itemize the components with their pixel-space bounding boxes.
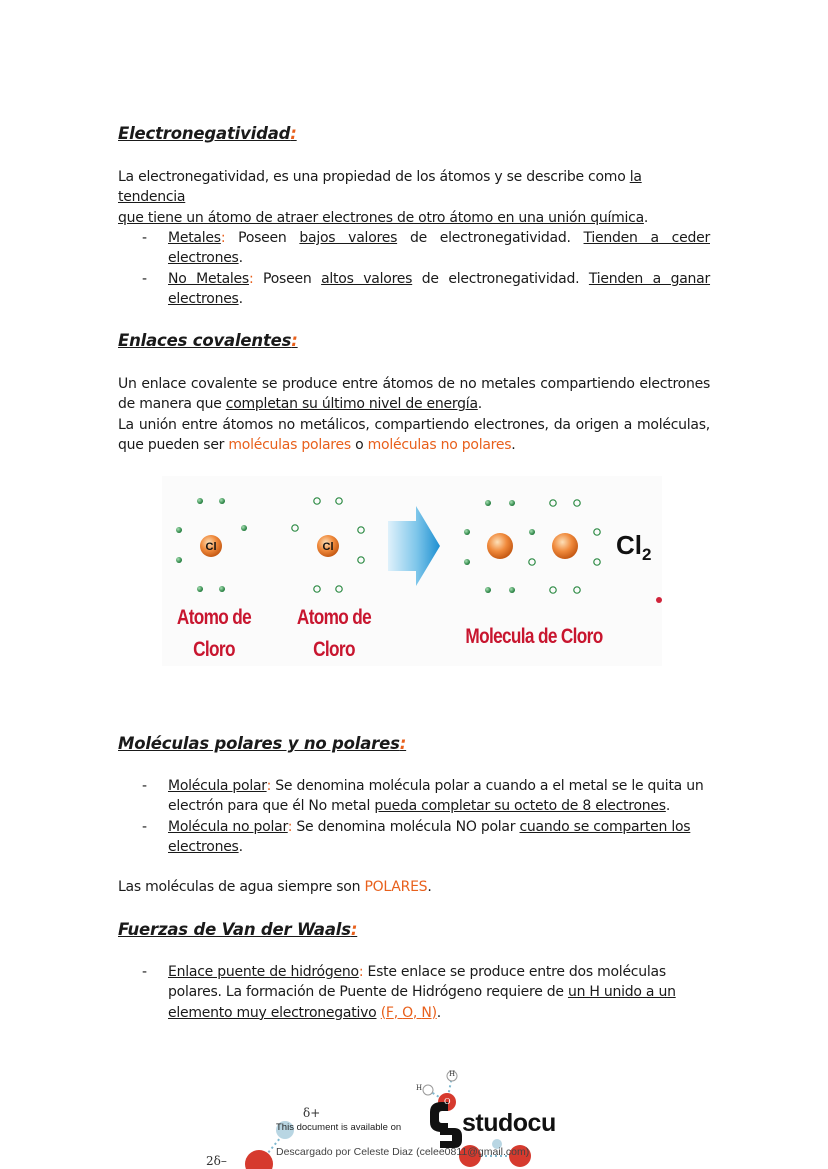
heading-text: Moléculas polares y no polares [118,734,400,753]
text-run: de electronegatividad. [412,270,589,287]
list-item-metales [118,228,710,269]
heading-text: Electronegatividad [118,124,291,143]
list-term: Molécula polar [168,778,267,794]
text-run: . [665,798,671,815]
text-run: La unión entre átomos no metálicos, compartiendo electrones, da origen a moléculas, que pueden ser [118,417,710,454]
text-run: , [412,1004,422,1021]
studocu-footer [0,1060,828,1169]
heading-colon: : [350,920,358,939]
atom-symbol: Cl [322,541,334,553]
label-line: Cloro [193,638,235,661]
heading-enlaces-covalentes [118,331,298,350]
label-line: Molecula de Cloro [465,625,603,648]
underlined-text: cuando se comparten los electrones [168,818,691,856]
label-atom-1 [171,602,256,666]
text-run: . [643,209,649,226]
highlight-text: POLARES [364,879,428,895]
text-run: Las moléculas de agua siempre son [118,879,365,895]
list-term: Enlace puente de hidrógeno [168,964,359,980]
text-run: . [427,879,432,895]
underlined-text: altos valores [321,270,413,287]
text-run: Poseen [253,270,322,287]
label-line: Atomo de [176,606,252,629]
heading-colon: : [290,124,297,143]
list-item-molecula-no-polar [118,817,710,858]
electroneg-list [118,228,710,310]
heading-text: Fuerzas de Van der Waals [118,920,351,939]
decorative-dot [656,597,662,603]
list-term: Metales [168,230,221,246]
label-molecule [460,621,608,653]
highlight-text: moléculas no polares [367,437,512,454]
element-n: N [421,1004,432,1021]
text-run: . [477,396,482,413]
list-item-puente-hidrogeno [118,962,710,1023]
label-line: Cloro [313,638,355,661]
hydrogen-label: H [449,1070,456,1078]
text-run: . [511,437,516,454]
list-colon: : [220,230,226,246]
underlined-text: bajos valores [299,230,398,246]
text-run: , [393,1004,403,1021]
text-run: . [238,839,243,856]
list-colon: : [266,778,272,794]
list-colon: : [287,818,293,835]
list-term: No Metales [168,270,249,287]
covalent-paragraph-2 [118,415,710,456]
heading-text: Enlaces covalentes [118,331,292,350]
studocu-logo-text[interactable]: studocu [462,1109,556,1137]
list-dash: - [142,778,147,794]
electroneg-paragraph [118,167,710,228]
heading-colon: : [291,331,298,350]
text-run: Un enlace covalente se produce entre átomos de no metales compartiendo electrones de manera que [118,376,710,413]
list-item-no-metales [118,269,710,310]
underlined-text: la tendencia [118,169,642,206]
text-run: de electronegatividad. [397,230,584,246]
covalent-paragraph-1 [118,374,710,415]
delta-plus-label: δ+ [303,1106,321,1120]
hydrogen-label: H [416,1084,423,1092]
text-run: La electronegatividad, es una propiedad de los átomos y se describe como [118,169,630,185]
underlined-text: un H unido a un elemento muy electronegativo [168,984,676,1021]
text-run: ( [380,1004,386,1021]
element-o: O [402,1004,413,1021]
chlorine-formula [616,530,651,565]
element-list [381,1005,437,1021]
text-run: Poseen [225,230,300,246]
atom-nucleus [552,533,578,559]
list-colon: : [248,270,254,287]
list-colon: : [358,964,364,980]
underlined-text: Tienden a ceder electrones [168,230,710,267]
text-run: . [238,291,243,308]
underlined-text: Tienden a ganar electrones [168,270,711,308]
heading-electronegatividad [118,124,297,143]
formula-symbol: Cl [616,530,642,560]
underlined-text: completan su último nivel de energía [225,396,478,413]
water-paragraph [118,877,710,897]
atom-nucleus [487,533,513,559]
heading-van-der-waals [118,920,357,939]
text-run: ) [431,1004,437,1021]
text-run: Se denomina molécula NO polar [292,818,520,835]
download-attribution: Descargado por Celeste Diaz (celee0811@gmail.com) [276,1146,530,1158]
text-run: o [350,437,368,454]
list-dash: - [142,230,147,246]
highlight-text: moléculas polares [228,437,351,454]
underlined-text: que tiene un átomo de atraer electrones de otro átomo en una unión química [118,209,644,226]
text-run: Este enlace se produce entre dos moléculas polares. La formación de Puente de Hidrógeno requiere de [168,964,666,1001]
heading-colon: : [399,734,407,753]
underlined-text: pueda completar su octeto de 8 electrones [374,798,666,815]
list-dash: - [142,270,147,287]
polar-list [118,776,710,858]
chlorine-figure [162,476,662,666]
availability-text: This document is available on [276,1122,402,1133]
oxygen-label: O [444,1097,451,1106]
formula-subscript: 2 [642,545,652,565]
text-run: . [238,250,243,267]
vdw-list [118,962,710,1023]
delta-minus-label: 2δ– [206,1154,227,1168]
text-run: . [436,1004,441,1021]
list-dash: - [142,818,147,835]
heading-moleculas-polares [118,734,406,753]
list-item-molecula-polar [118,776,710,817]
atom-symbol: Cl [205,541,217,553]
label-line: Atomo de [296,606,372,629]
list-term: Molécula no polar [168,818,288,835]
label-atom-2 [291,602,376,666]
text-run: Se denomina molécula polar a cuando a el metal se le quita un electrón para que él No metal [168,778,704,815]
element-f: F [385,1004,394,1021]
list-dash: - [142,964,147,980]
